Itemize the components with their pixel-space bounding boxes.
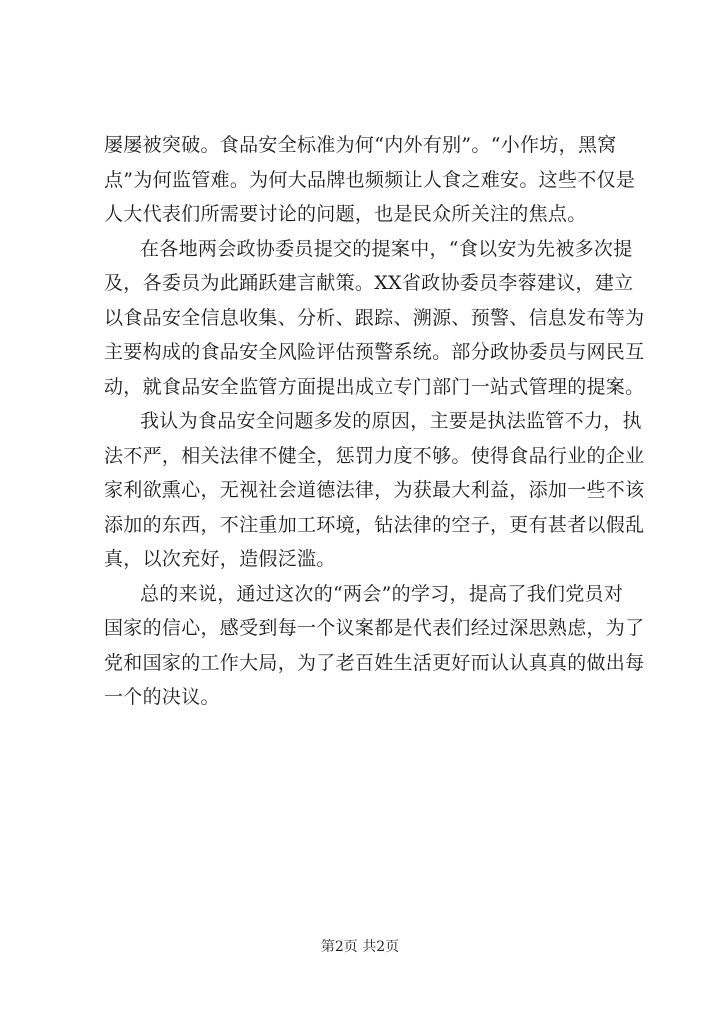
page-number-footer: 第2页 共2页 (320, 939, 400, 955)
text-line: 主要构成的食品安全风险评估预警系统。部分政协委员与网民互 (104, 341, 645, 363)
text-line: 党和国家的工作大局，为了老百姓生活更好而认认真真的做出每 (104, 651, 645, 674)
text-line: 动，就食品安全监管方面提出成立专门部门一站式管理的提案。 (104, 375, 645, 398)
text-line: 真，以次充好，造假泛滥。 (104, 548, 336, 570)
paragraph-2 (104, 232, 664, 405)
text-line: 及，各委员为此踊跃建言献策。XX省政协委员李蓉建议，建立 (104, 272, 634, 294)
text-line: 人大代表们所需要讨论的问题，也是民众所关注的焦点。 (104, 203, 587, 225)
text-line: 添加的东西，不注重加工环境，钻法律的空子，更有甚者以假乱 (104, 513, 645, 536)
text-line: 以食品安全信息收集、分析、跟踪、溯源、预警、信息发布等为 (104, 306, 645, 329)
text-line: 国家的信心，感受到每一个议案都是代表们经过深思熟虑，为了 (104, 617, 645, 639)
text-line: 点”为何监管难。为何大品牌也频频让人食之难安。这些不仅是 (104, 168, 636, 191)
paragraph-4 (104, 577, 664, 715)
text-line: 家利欲熏心，无视社会道德法律，为获最大利益，添加一些不该 (104, 479, 645, 501)
text-line: 在各地两会政协委员提交的提案中，“食以安为先被多次提 (140, 237, 633, 260)
text-line: 一个的决议。 (104, 686, 220, 708)
text-line: 我认为食品安全问题多发的原因，主要是执法监管不力，执 (140, 410, 642, 432)
paragraph-1 (104, 128, 664, 232)
text-line: 法不严，相关法律不健全，惩罚力度不够。使得食品行业的企业 (104, 444, 645, 467)
paragraph-3 (104, 404, 664, 577)
text-line: 总的来说，通过这次的“两会”的学习，提高了我们党员对 (140, 582, 624, 605)
document-body (104, 128, 664, 715)
text-line: 屡屡被突破。食品安全标准为何“内外有别”。“小作坊，黑窝 (104, 134, 617, 156)
